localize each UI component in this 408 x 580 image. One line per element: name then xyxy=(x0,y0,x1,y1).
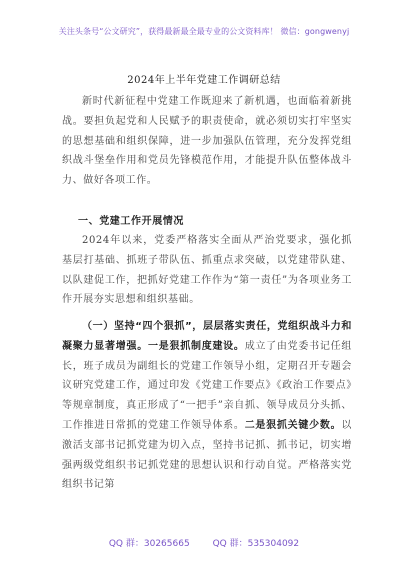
section-heading: 一、党建工作开展情况 xyxy=(78,216,184,227)
point-two-heading: 二是狠抓关键少数。 xyxy=(244,419,342,431)
page-title: 2024年上半年党建工作调研总结 xyxy=(127,75,281,86)
footer-qq-group-1: QQ 群：30265665 xyxy=(108,539,190,549)
footer-qq-group-2: QQ 群：535304092 xyxy=(212,539,300,549)
point-one-text: 成立了由党委书记任组长，班子成员为副组长的党建工作领导小组，定期召开专题会议研究党建工作，通过印发《党建工作要点》《政治工作要点》等规章制度，真正形成了“一把手”亲自抓、领导成员分头抓、工作推进日常抓的党建工作领导体系。 xyxy=(62,340,352,431)
point-one-heading: 一是狠抓制度建设。 xyxy=(147,340,245,352)
section-paragraph: 2024年以来，党委严格落实全面从严治党要求，强化抓基层打基础、抓班子带队伍、抓重点求突破，以党建带队建、以队建促工作，把抓好党建工作作为“第一责任”为各项业务工作开展夯实思想和组织基础。 xyxy=(62,235,352,306)
subsection-heading: （一）坚持“四个狠抓”，层层落实责任，党组织战斗力和凝聚力显著增强。 xyxy=(62,321,352,352)
subsection-paragraph xyxy=(62,317,352,495)
point-two-text: 以激活支部书记抓党建为切入点，坚持书记抓、抓书记，切实增强两级党组织书记抓党建的思想认识和行动自觉。严格落实党组织书记第 xyxy=(62,419,353,491)
intro-paragraph: 新时代新征程中党建工作既迎来了新机遇，也面临着新挑战。要担负起党和人民赋予的职责使命，就必须切实打牢坚实的思想基础和组织保障，进一步加强队伍管理，充分发挥党组织战斗堡垒作用和党员先锋模范作用，才能提升队伍整体战斗力、做好各项工作。 xyxy=(62,96,352,187)
footer xyxy=(0,536,408,549)
header-banner: 关注头条号“公文研究”，获得最新最全最专业的公文资料库！ 微信：gongwenyj xyxy=(58,27,350,36)
